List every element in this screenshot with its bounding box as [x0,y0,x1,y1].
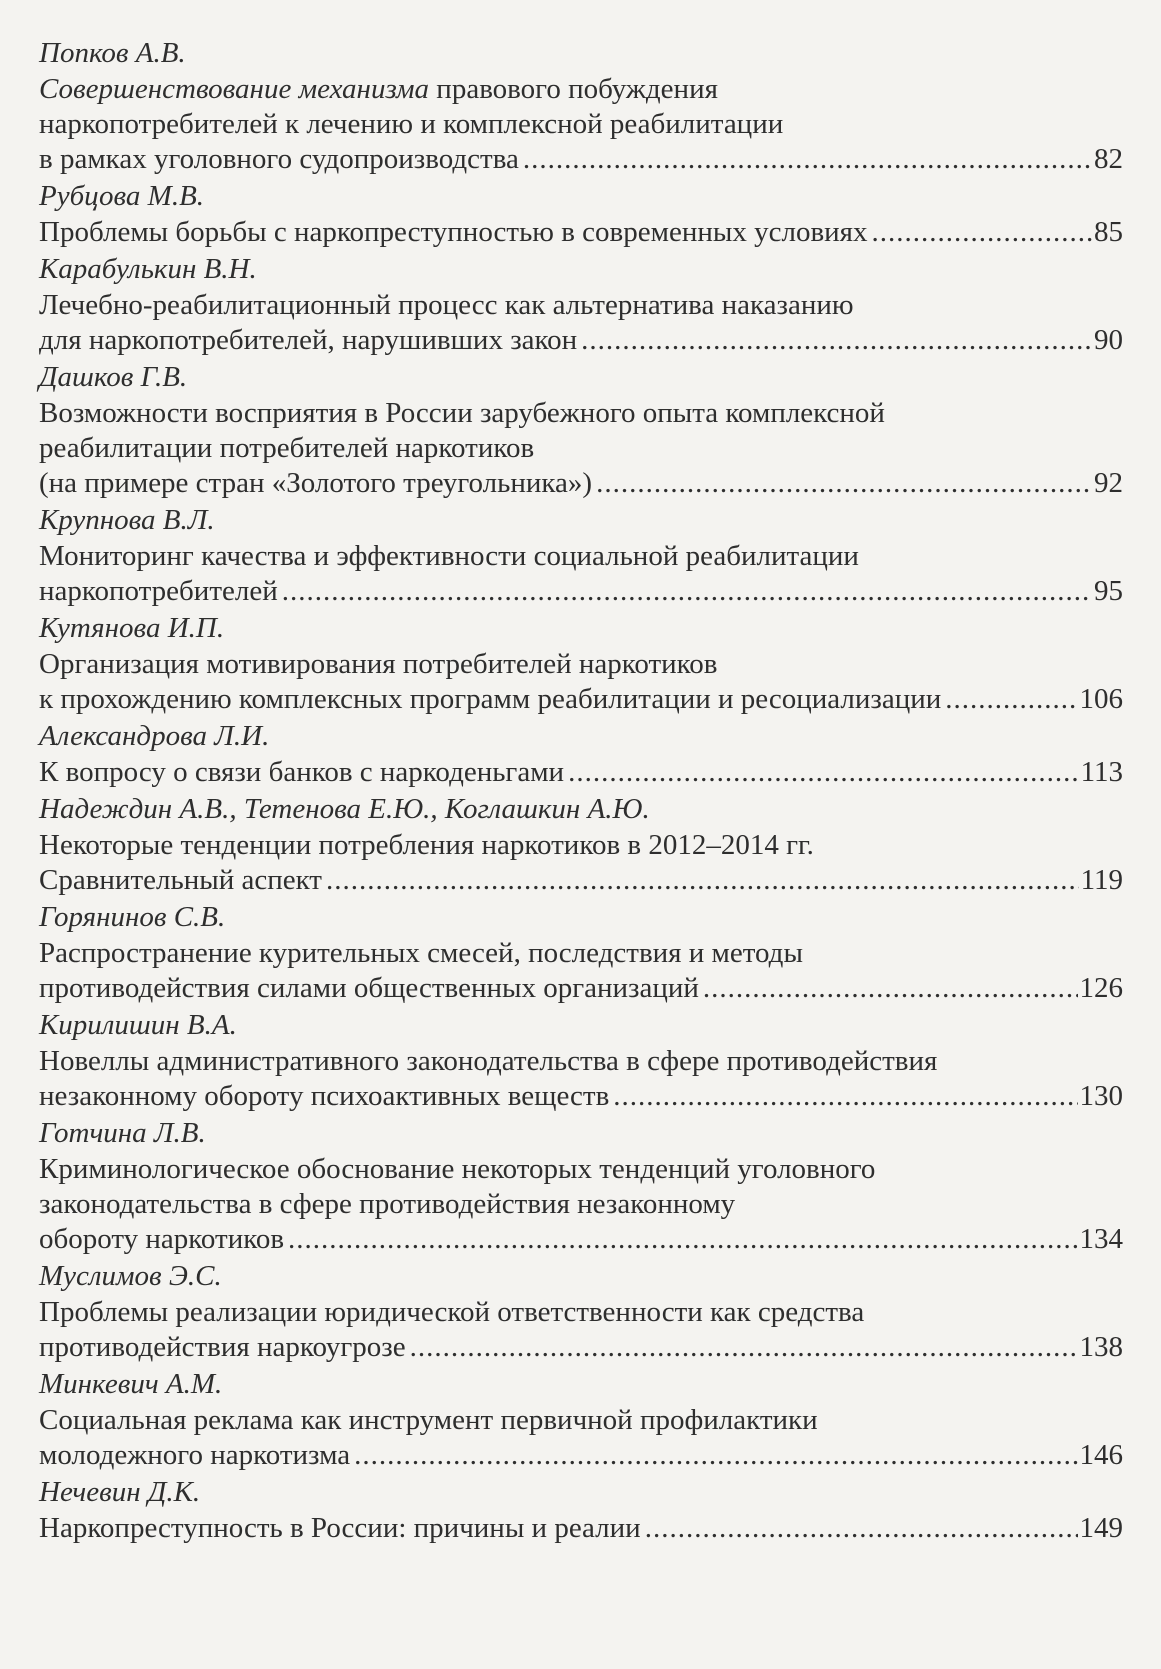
toc-entry[interactable] [39,177,1123,250]
entry-page-number[interactable]: 126 [1079,972,1123,1004]
dot-leader [703,971,1078,1006]
entry-title-line: Криминологическое обоснование некоторых тенденций уголовного [39,1153,876,1185]
entry-author: Горянинов С.В. [39,901,226,933]
entry-title-last-line [39,142,1123,177]
entry-title-text: наркопотребителей [39,575,278,607]
entry-title-text: к прохождению комплексных программ реабилитации и ресоциализации [39,683,942,715]
entry-title-line: Распространение курительных смесей, последствия и методы [39,937,803,969]
entry-author: Готчина Л.В. [39,1117,206,1149]
entry-title-last-line [39,1079,1123,1114]
entry-author: Попков А.В. [39,37,186,69]
toc-entry[interactable] [39,1114,1123,1257]
entry-title-last-line [39,574,1123,609]
toc-entry[interactable] [39,1365,1123,1473]
dot-leader [645,1511,1078,1546]
dot-leader [354,1438,1077,1473]
entry-title-last-line [39,682,1123,717]
entry-page-number[interactable]: 92 [1094,467,1123,499]
toc-entry[interactable] [39,1473,1123,1546]
entry-page-number[interactable]: 95 [1094,575,1123,607]
entry-title-last-line [39,466,1123,501]
entry-page-number[interactable]: 146 [1079,1439,1123,1471]
entry-title-last-line [39,1330,1123,1365]
entry-title-line: наркопотребителей к лечению и комплексной реабилитации [39,108,784,140]
entry-title-text: для наркопотребителей, нарушивших закон [39,324,578,356]
toc-entry[interactable] [39,34,1123,177]
toc-entry[interactable] [39,1257,1123,1365]
entry-title-last-line [39,323,1123,358]
entry-title-line: Новеллы административного законодательства в сфере противодействия [39,1045,938,1077]
entry-page-number[interactable]: 85 [1094,216,1123,248]
entry-author: Крупнова В.Л. [39,504,215,536]
dot-leader [581,323,1092,358]
entry-title-last-line [39,755,1123,790]
entry-page-number[interactable]: 119 [1080,864,1123,896]
entry-title-text: противодействия силами общественных организаций [39,972,699,1004]
dot-leader [523,142,1092,177]
entry-title-line [39,72,1123,107]
entry-page-number[interactable]: 134 [1079,1223,1123,1255]
entry-page-number[interactable]: 113 [1080,756,1123,788]
entry-title-text: незаконному обороту психоактивных веществ [39,1080,610,1112]
entry-title-line: Мониторинг качества и эффективности социальной реабилитации [39,540,859,572]
dot-leader [872,215,1093,250]
entry-title-line: реабилитации потребителей наркотиков [39,432,535,464]
toc-entry[interactable] [39,501,1123,609]
entry-title-line: Проблемы реализации юридической ответственности как средства [39,1296,865,1328]
entry-title-last-line [39,1438,1123,1473]
entry-title-text: Проблемы борьбы с наркопреступностью в современных условиях [39,216,868,248]
entry-author: Кирилишин В.А. [39,1009,237,1041]
dot-leader [282,574,1092,609]
toc-entry[interactable] [39,609,1123,717]
entry-title-text: молодежного наркотизма [39,1439,351,1471]
entry-author: Минкевич А.М. [39,1368,223,1400]
toc-entry[interactable] [39,1006,1123,1114]
entry-page-number[interactable]: 106 [1079,683,1123,715]
entry-title-last-line [39,863,1123,898]
entry-author: Муслимов Э.С. [39,1260,222,1292]
entry-title-text: Наркопреступность в России: причины и реалии [39,1512,641,1544]
entry-author: Надеждин А.В., Тетенова Е.Ю., Коглашкин А.Ю. [39,793,650,825]
entry-title-text: обороту наркотиков [39,1223,285,1255]
entry-author: Александрова Л.И. [39,720,270,752]
entry-author: Дашков Г.В. [39,361,188,393]
dot-leader [288,1222,1077,1257]
entry-title-text: в рамках уголовного судопроизводства [39,143,519,175]
entry-title-line: законодательства в сфере противодействия незаконному [39,1188,736,1220]
toc-entry[interactable] [39,358,1123,501]
toc-entry[interactable] [39,790,1123,898]
toc-entry[interactable] [39,898,1123,1006]
dot-leader [945,682,1077,717]
entry-title-text: (на примере стран «Золотого треугольника») [39,467,593,499]
dot-leader [596,466,1092,501]
entry-title-last-line [39,215,1123,250]
entry-title-line: Организация мотивирования потребителей наркотиков [39,648,718,680]
entry-page-number[interactable]: 149 [1079,1512,1123,1544]
entry-author: Кутянова И.П. [39,612,225,644]
entry-title-line: Социальная реклама как инструмент первичной профилактики [39,1404,818,1436]
entry-page-number[interactable]: 130 [1079,1080,1123,1112]
dot-leader [568,755,1078,790]
entry-title-italic: Совершенствование механизма [39,73,430,105]
entry-title-last-line [39,971,1123,1006]
entry-title-text: противодействия наркоугрозе [39,1331,406,1363]
entry-title-last-line [39,1222,1123,1257]
toc-entry[interactable] [39,717,1123,790]
entry-page-number[interactable]: 138 [1079,1331,1123,1363]
entry-author: Карабулькин В.Н. [39,253,257,285]
entry-page-number[interactable]: 82 [1094,143,1123,175]
entry-title-text: Сравнительный аспект [39,864,322,896]
entry-title-text: правового побуждения [429,73,718,105]
dot-leader [410,1330,1078,1365]
entry-author: Нечевин Д.К. [39,1476,201,1508]
entry-title-line: Лечебно-реабилитационный процесс как альтернатива наказанию [39,289,854,321]
entry-title-line: Возможности восприятия в России зарубежного опыта комплексной [39,397,885,429]
toc-entry[interactable] [39,250,1123,358]
entry-page-number[interactable]: 90 [1094,324,1123,356]
entry-title-text: К вопросу о связи банков с наркоденьгами [39,756,565,788]
entry-title-line: Некоторые тенденции потребления наркотиков в 2012–2014 гг. [39,829,814,861]
entry-title-last-line [39,1511,1123,1546]
dot-leader [326,863,1079,898]
entry-author: Рубцова М.В. [39,180,205,212]
dot-leader [613,1079,1077,1114]
